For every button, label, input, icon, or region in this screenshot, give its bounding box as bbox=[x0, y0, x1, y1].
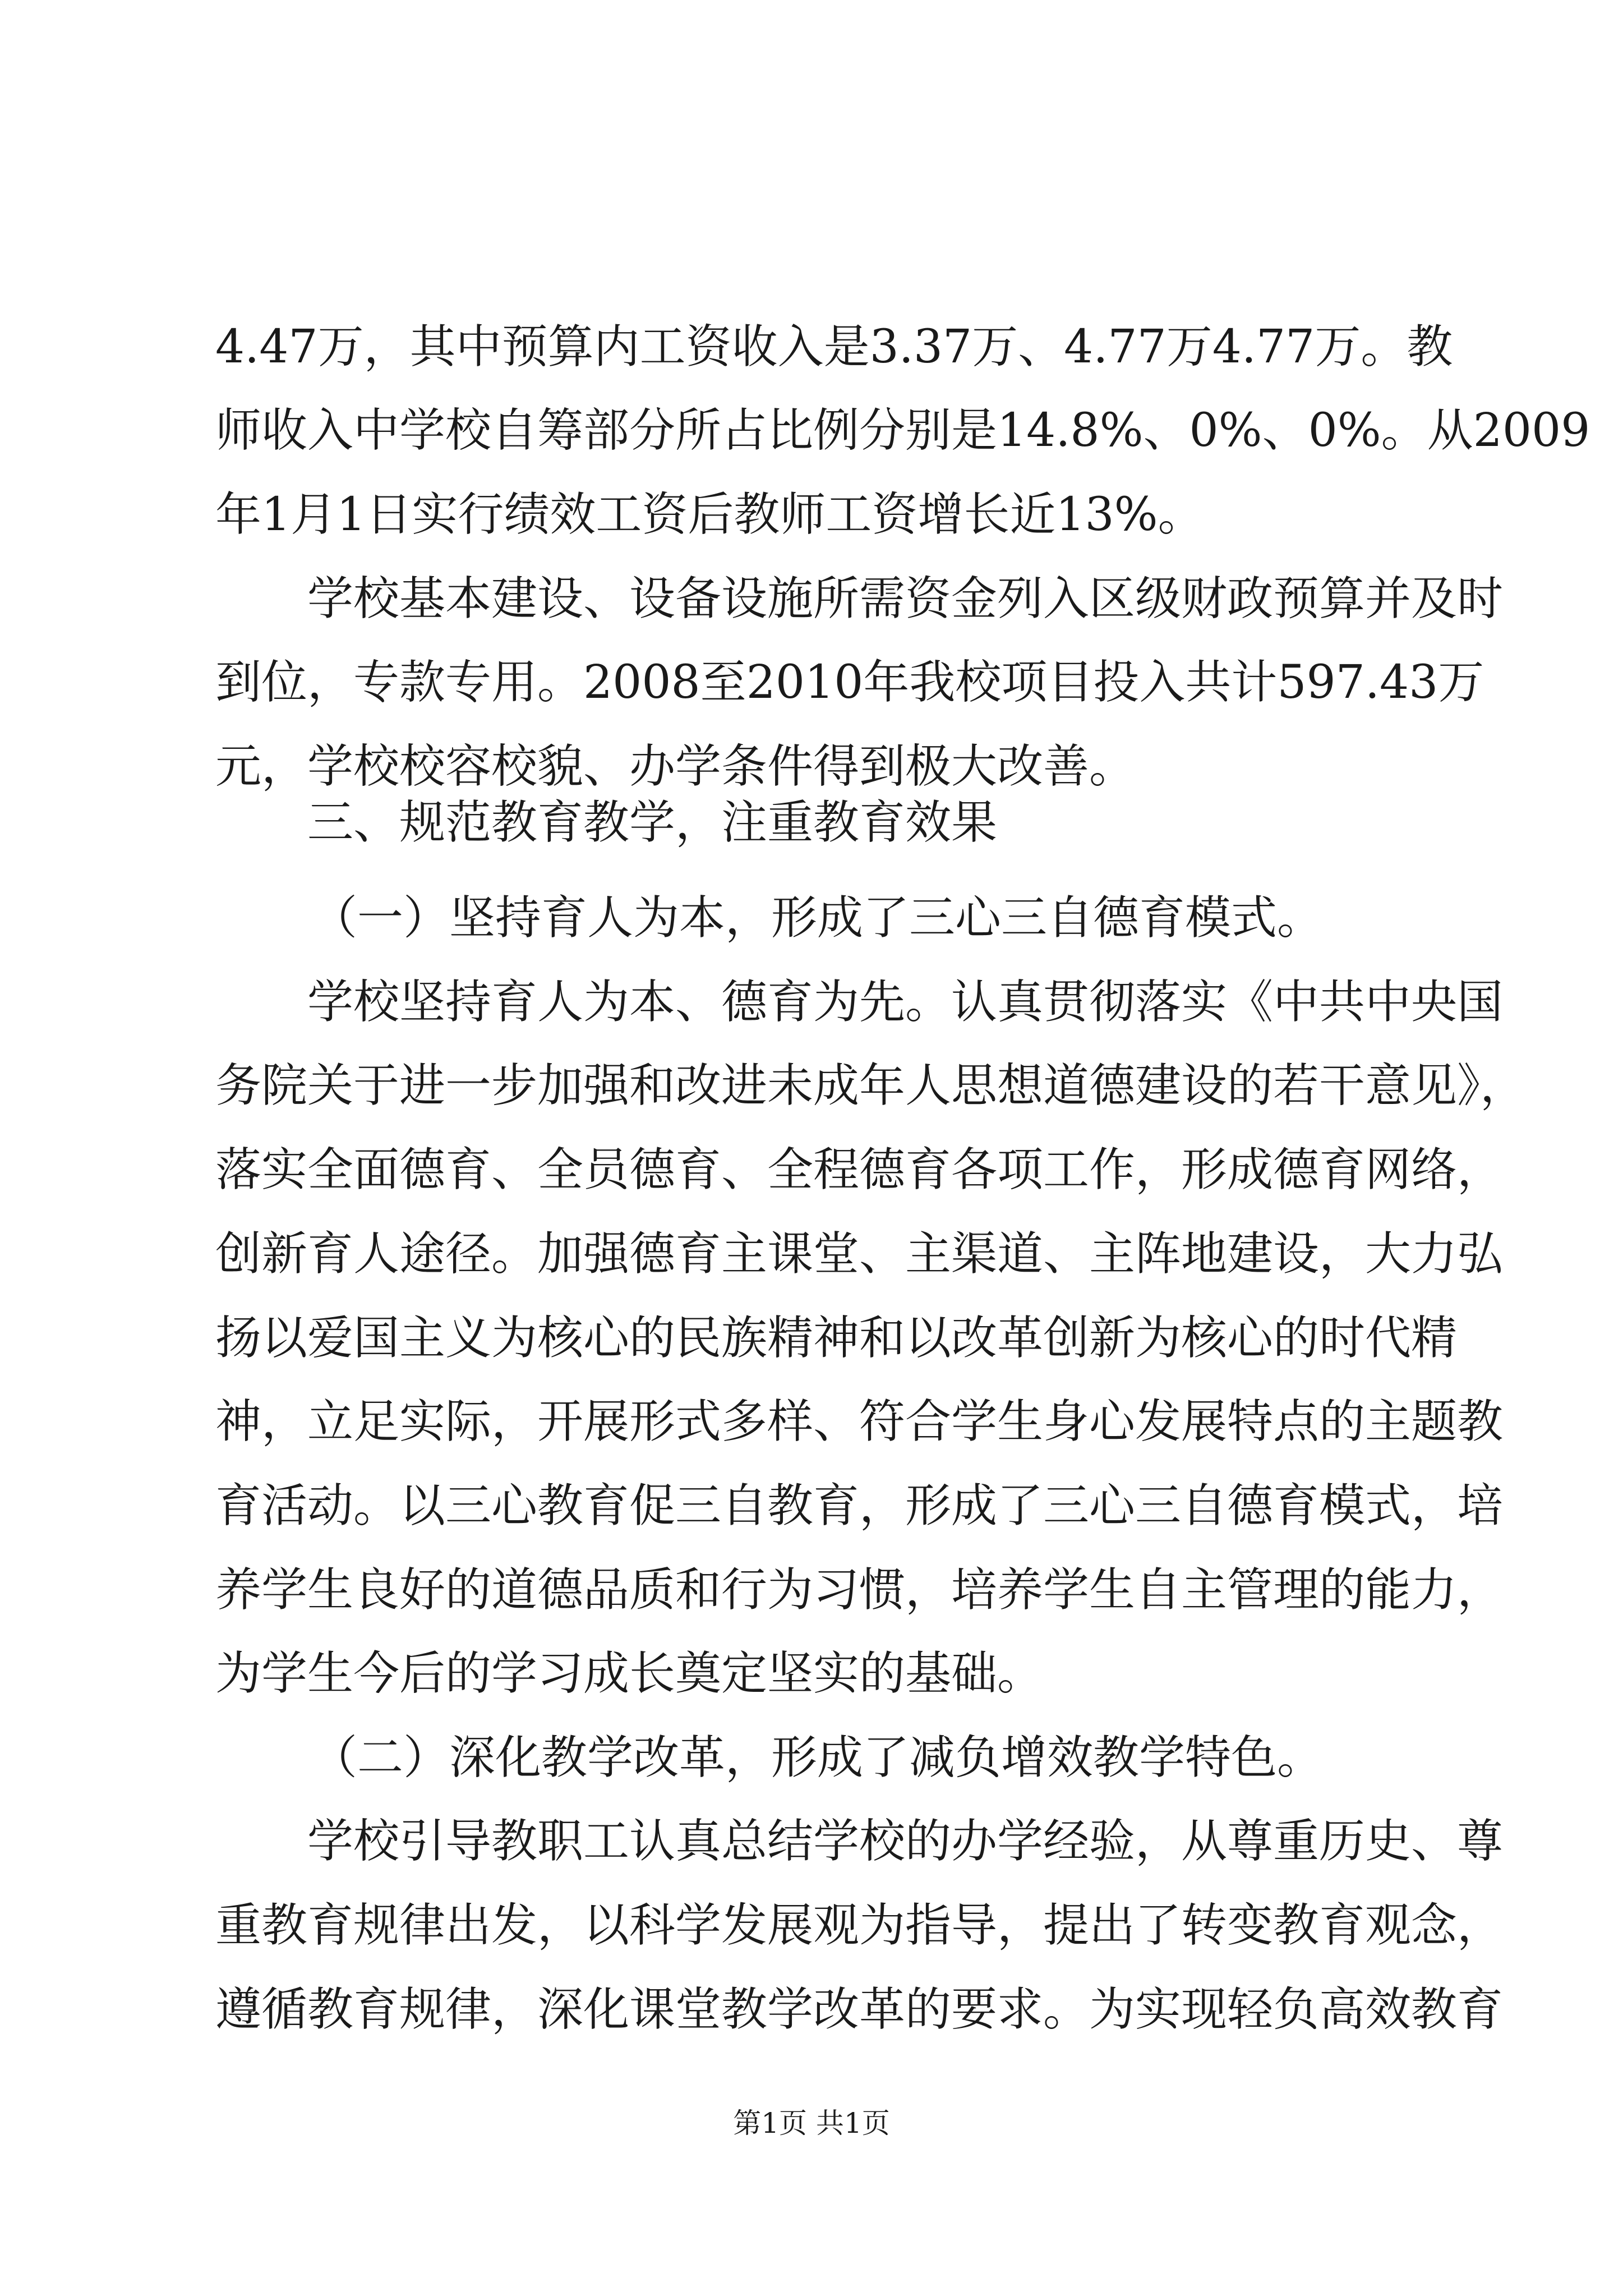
body-text-line: 扬以爱国主义为核心的民族精神和以改革创新为核心的时代精 bbox=[215, 1312, 1458, 1365]
body-text-line: 年1月1日实行绩效工资后教师工资增长近13%。 bbox=[215, 488, 1204, 541]
body-text-line: 为学生今后的学习成长奠定坚实的基础。 bbox=[215, 1647, 1044, 1700]
body-text-line: 到位，专款专用。2008至2010年我校项目投入共计597.43万 bbox=[215, 656, 1484, 709]
subsection-heading: （一）坚持育人为本，形成了三心三自德育模式。 bbox=[311, 891, 1324, 945]
body-text-line: 元，学校校容校貌、办学条件得到极大改善。 bbox=[215, 740, 1136, 793]
body-text-line: 遵循教育规律，深化课堂教学改革的要求。为实现轻负高效教育 bbox=[215, 1983, 1504, 2036]
body-text-line: 重教育规律出发，以科学发展观为指导，提出了转变教育观念， bbox=[215, 1899, 1504, 1952]
paragraph-first-line: 学校引导教职工认真总结学校的办学经验，从尊重历史、尊 bbox=[307, 1815, 1504, 1868]
paragraph-first-line: 学校坚持育人为本、德育为先。认真贯彻落实《中共中央国 bbox=[307, 976, 1504, 1029]
body-text-line: 落实全面德育、全员德育、全程德育各项工作，形成德育网络， bbox=[215, 1143, 1504, 1197]
body-text-line: 4.47万，其中预算内工资收入是3.37万、4.77万4.77万。教 bbox=[215, 320, 1453, 374]
subsection-heading: （二）深化教学改革，形成了减负增效教学特色。 bbox=[311, 1731, 1324, 1784]
body-text-line: 养学生良好的道德品质和行为习惯，培养学生自主管理的能力， bbox=[215, 1563, 1504, 1617]
body-text-line: 师收入中学校自筹部分所占比例分别是14.8%、0%、0%。从2009 bbox=[215, 404, 1590, 457]
body-text-line: 育活动。以三心教育促三自教育，形成了三心三自德育模式，培 bbox=[215, 1479, 1504, 1533]
body-text-line: 务院关于进一步加强和改进未成年人思想道德建设的若干意见》， bbox=[215, 1059, 1527, 1112]
body-text-line: 神，立足实际，开展形式多样、符合学生身心发展特点的主题教 bbox=[215, 1395, 1504, 1448]
paragraph-first-line: 学校基本建设、设备设施所需资金列入区级财政预算并及时 bbox=[307, 572, 1504, 625]
page-footer: 第1页 共1页 bbox=[733, 2107, 890, 2139]
body-text-line: 创新育人途径。加强德育主课堂、主渠道、主阵地建设，大力弘 bbox=[215, 1227, 1504, 1281]
section-heading: 三、规范教育教学，注重教育效果 bbox=[307, 796, 998, 849]
